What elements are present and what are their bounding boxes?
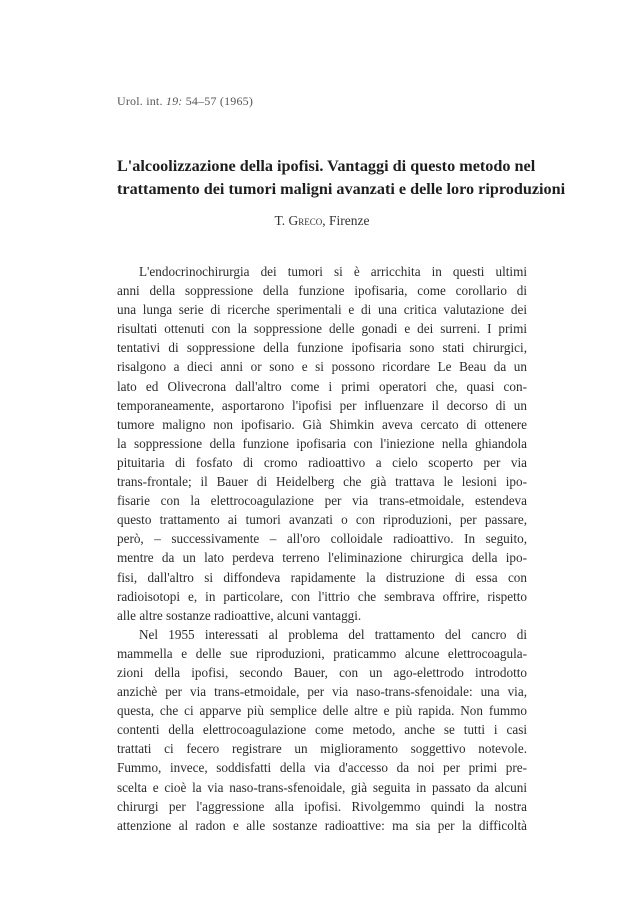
body-line: però, – successivamente – all'oro colloidale radioattivo. In seguito, — [117, 531, 527, 547]
body-line: chirurgi per l'aggressione alla ipofisi. Rivolgemmo quindi la nostra — [117, 798, 527, 814]
body-line: la soppressione della funzione ipofisaria con l'iniezione nella ghiandola — [117, 435, 527, 451]
body-line: Fummo, invece, soddisfatti della via d'accesso da noi per primi pre- — [117, 760, 527, 776]
author-separator: , — [322, 213, 329, 228]
body-line: temporaneamente, asportarono l'ipofisi per influenzare il decorso di un — [117, 397, 527, 413]
body-line: L'endocrinochirurgia dei tumori si è arricchita in questi ultimi — [139, 264, 527, 279]
title-line-2: trattamento dei tumori maligni avanzati e delle loro riproduzioni — [117, 180, 566, 198]
body-line: tumore maligno non ipofisario. Già Shimkin aveva cercato di ottenere — [117, 416, 527, 432]
body-line: alle altre sostanze radioattive, alcuni vantaggi. — [117, 607, 362, 623]
body-line: mentre da un lato perdeva terreno l'eliminazione chirurgica della ipo- — [117, 550, 527, 566]
citation-volume: 19: — [165, 94, 183, 108]
body-line: radioisotopi e, in particolare, con l'ittrio che sembrava offrire, rispetto — [117, 588, 527, 604]
body-line: scelta e cioè la via naso-trans-sfenoidale, già seguita in passato da alcuni — [117, 779, 527, 795]
author-line — [117, 213, 527, 229]
author-name: T. Greco — [274, 213, 323, 228]
body-line: risultati ottenuti con la soppressione delle gonadi e dei surreni. I primi — [117, 321, 527, 337]
author-city: Firenze — [329, 213, 370, 228]
body-line: lato ed Olivecrona dall'altro come i primi operatori che, quasi con- — [117, 378, 527, 394]
body-line: tentativi di soppressione della funzione ipofisaria sono stati chirurgici, — [117, 340, 527, 356]
citation-journal: Urol. int. — [117, 94, 163, 108]
title-line-1: L'alcoolizzazione della ipofisi. Vantaggi di questo metodo nel — [117, 157, 536, 175]
body-line: mammella e delle sue riproduzioni, praticammo alcune elettrocoagula- — [117, 645, 527, 661]
body-line: fisi, dall'altro si diffondeva rapidamente la distruzione di essa con — [117, 569, 527, 585]
article-title — [117, 155, 566, 201]
body-line: Nel 1955 interessati al problema del trattamento del cancro di — [139, 626, 527, 642]
body-line: anzichè per via trans-etmoidale, per via naso-trans-sfenoidale: una via, — [117, 684, 527, 700]
body-line: una lunga serie di ricerche sperimentali e di una critica valutazione dei — [117, 302, 527, 318]
body-line: risalgono a dieci anni or sono e si possono ricordare Le Beau da un — [117, 359, 527, 375]
body-line: attenzione al radon e alle sostanze radioattive: ma sia per la difficoltà — [117, 817, 527, 833]
body-line: pituitaria di fosfato di cromo radioattivo a cielo scoperto per via — [117, 454, 527, 470]
article-body — [117, 262, 527, 835]
body-line: contenti della elettrocoagulazione come metodo, anche se tutti i casi — [117, 722, 527, 738]
body-line: questo trattamento ai tumori avanzati o con riproduzioni, per passare, — [117, 512, 527, 528]
journal-citation — [117, 94, 253, 109]
body-line: trattati ci fecero registrare un miglioramento soggettivo notevole. — [117, 741, 527, 757]
body-line: questa, che ci apparve più semplice delle altre e più rapida. Non fummo — [117, 703, 527, 719]
body-line: anni della soppressione della funzione ipofisaria, come corollario di — [117, 283, 527, 299]
body-line: fisarie con la elettrocoagulazione per via trans-etmoidale, estendeva — [117, 493, 527, 509]
body-line: trans-frontale; il Bauer di Heidelberg che già trattava le lesioni ipo- — [117, 474, 527, 490]
body-line: zioni della ipofisi, secondo Bauer, con un ago-elettrodo introdotto — [117, 664, 527, 680]
citation-pages: 54–57 (1965) — [185, 94, 254, 108]
